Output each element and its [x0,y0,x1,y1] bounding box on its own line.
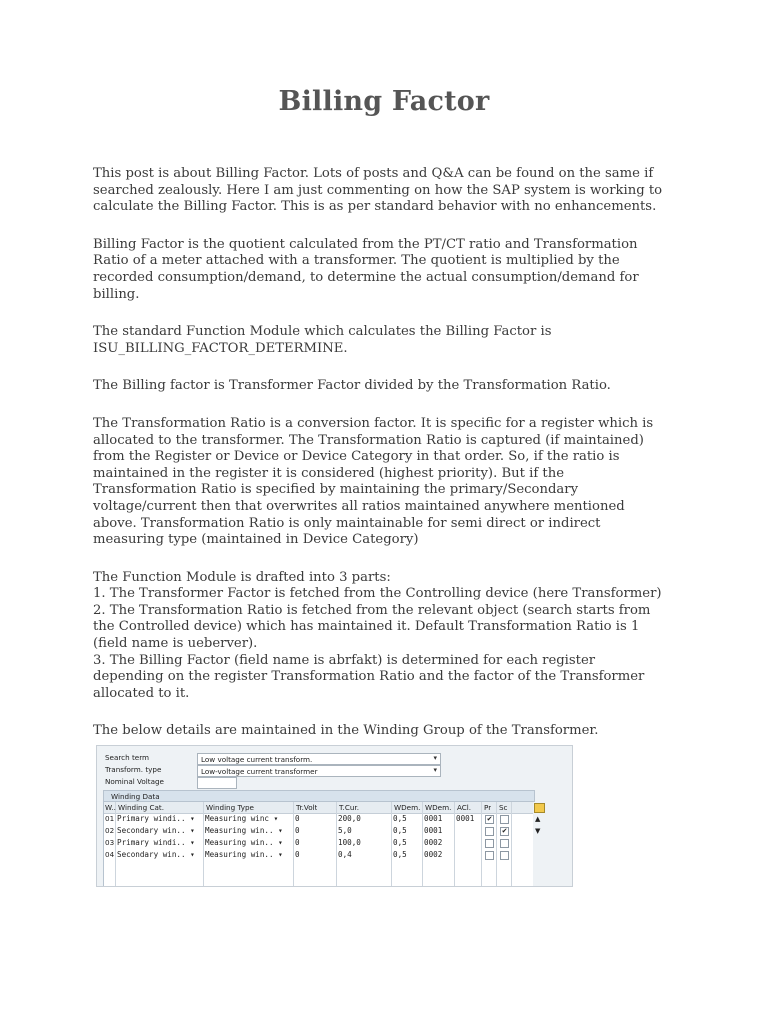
text-line: Ratio of a meter attached with a transformer. The quotient is multiplied by the [93,253,620,269]
row-number: 02 [105,826,115,835]
text-line: This post is about Billing Factor. Lots of posts and Q&A can be found on the same if [93,166,654,181]
t-cur-cell[interactable]: 5,0 [338,826,352,835]
paragraph-formula [93,378,693,395]
table-settings-icon[interactable] [534,803,545,813]
dropdown-arrow-icon[interactable]: ▾ [190,838,195,847]
winding-cat-value: Primary windi.. [117,838,186,847]
winding-type-value: Measuring win.. [205,838,274,847]
text-line: The Transformation Ratio is a conversion factor. It is specific for a register which is [93,415,654,431]
dropdown-arrow-icon[interactable]: ▾ [190,850,195,859]
text-line: above. Transformation Ratio is only maintainable for semi direct or indirect [93,515,601,531]
column-divider [293,802,337,886]
text-line: 3. The Billing Factor (field name is abrfakt) is determined for each register [93,652,596,668]
text-line: The Billing factor is Transformer Factor divided by the Transformation Ratio. [93,378,611,394]
winding-cat-value: Secondary win.. [117,850,186,859]
t-cur-cell[interactable]: 200,0 [338,814,361,823]
wdem-cell[interactable]: 0002 [424,850,443,859]
wdem-cell[interactable]: 0001 [424,814,443,823]
text-line: maintained in the register it is considered (highest priority). But if the [93,465,565,481]
text-line: The standard Function Module which calculates the Billing Factor is [93,324,552,340]
text-line: The below details are maintained in the Winding Group of the Transformer. [93,723,599,739]
t-cur-cell[interactable]: 0,4 [338,850,352,859]
article-body [93,166,693,761]
winding-type-cell[interactable] [205,849,291,861]
nominal-voltage-row [97,776,572,788]
page-title: Billing Factor [278,86,490,117]
text-line: voltage/current then that overwrites all ratios maintained anywhere mentioned [93,498,625,514]
paragraph-intro [93,166,693,216]
paragraph-parts [93,570,693,703]
winding-cat-value: Primary windi.. [117,814,186,823]
winding-cat-cell[interactable] [117,813,201,825]
text-line: the Controlled device) which has maintained it. Default Transformation Ratio is 1 [93,619,640,635]
text-line: measuring type (maintained in Device Category) [93,532,419,548]
text-line: Billing Factor is the quotient calculated from the PT/CT ratio and Transformation [93,236,638,252]
text-line: recorded consumption/demand, to determine the actual consumption/demand for [93,269,639,285]
text-line: billing. [93,286,140,302]
text-line: calculate the Billing Factor. This is as per standard behavior with no enhancements. [93,199,657,215]
text-line: 1. The Transformer Factor is fetched from the Controlling device (here Transformer) [93,586,662,602]
column-header-wdem-2[interactable]: WDem. [425,803,452,812]
nominal-voltage-label: Nominal Voltage [105,777,164,786]
acl-cell[interactable]: 0001 [456,814,475,823]
dropdown-arrow-icon[interactable]: ▾ [190,826,195,835]
nominal-voltage-field[interactable] [197,777,237,789]
text-line: ISU_BILLING_FACTOR_DETERMINE. [93,340,348,356]
dropdown-arrow-icon[interactable]: ▾ [278,838,283,847]
primary-checkbox[interactable] [485,851,494,860]
column-header-acl[interactable]: ACl. [457,803,472,812]
dropdown-arrow-icon[interactable]: ▾ [278,826,283,835]
text-line: allocated to the transformer. The Transformation Ratio is captured (if maintained) [93,432,644,448]
text-line: The Function Module is drafted into 3 parts: [93,569,391,585]
transform-type-label: Transform. type [105,765,162,774]
search-term-row [97,752,572,764]
search-term-value: Low voltage current transform. [201,755,313,764]
winding-cat-cell[interactable] [117,849,201,861]
secondary-checkbox[interactable] [500,851,509,860]
tr-volt-cell[interactable]: 0 [295,850,300,859]
row-number: 04 [105,850,115,859]
winding-type-value: Measuring win.. [205,850,274,859]
sap-winding-group-screenshot [96,745,573,887]
dropdown-arrow-icon[interactable]: ▾ [433,766,437,774]
secondary-checkbox[interactable] [500,815,509,824]
text-line: depending on the register Transformation Ratio and the factor of the Transformer [93,669,645,685]
dropdown-arrow-icon[interactable]: ▾ [190,814,195,823]
scroll-up-icon[interactable]: ▲ [535,815,541,823]
winding-type-value: Measuring winc [205,814,270,823]
paragraph-definition [93,237,693,303]
column-header-t-cur[interactable]: T.Cur. [339,803,359,812]
winding-cat-value: Secondary win.. [117,826,186,835]
transform-type-value: Low-voltage current transformer [201,767,318,776]
paragraph-winding-intro [93,723,693,740]
column-header-w[interactable]: W.. [105,803,116,812]
column-header-pr[interactable]: Pr [484,803,492,812]
winding-data-table [103,802,534,886]
winding-type-cell[interactable] [205,825,291,837]
t-cur-cell[interactable]: 100,0 [338,838,361,847]
paragraph-function-module [93,324,693,357]
tr-volt-cell[interactable]: 0 [295,826,300,835]
primary-checkbox[interactable]: ✔ [486,815,493,823]
wdem-cell[interactable]: 0,5 [393,838,407,847]
winding-data-title: Winding Data [111,792,160,801]
table-scrollbar[interactable] [533,802,545,886]
text-line: searched zealously. Here I am just commenting on how the SAP system is working to [93,182,663,198]
column-header-sc[interactable]: Sc [499,803,508,812]
column-header-winding-cat[interactable]: Winding Cat. [118,803,164,812]
winding-cat-cell[interactable] [117,825,201,837]
dropdown-arrow-icon[interactable]: ▾ [273,814,279,823]
dropdown-arrow-icon[interactable]: ▾ [433,754,437,762]
wdem-cell[interactable]: 0,5 [393,814,407,823]
column-header-tr-volt[interactable]: Tr.Volt [296,803,318,812]
primary-checkbox[interactable] [485,827,494,836]
winding-data-title-bar [103,790,535,802]
wdem-cell[interactable]: 0001 [424,826,443,835]
primary-checkbox[interactable] [485,839,494,848]
text-line: from the Register or Device or Device Category in that order. So, if the ratio is [93,449,620,465]
secondary-checkbox[interactable]: ✔ [501,827,508,835]
text-line: allocated to it. [93,685,190,701]
transform-type-row [97,764,572,776]
winding-type-cell[interactable] [205,837,291,849]
wdem-cell[interactable]: 0,5 [393,850,407,859]
wdem-cell[interactable]: 0002 [424,838,443,847]
dropdown-arrow-icon[interactable]: ▾ [278,850,283,859]
winding-cat-cell[interactable] [117,837,201,849]
wdem-cell[interactable]: 0,5 [393,826,407,835]
winding-type-cell[interactable] [205,813,291,825]
secondary-checkbox[interactable] [500,839,509,848]
text-line: Transformation Ratio is specified by maintaining the primary/Secondary [93,482,579,498]
text-line: 2. The Transformation Ratio is fetched from the relevant object (search starts from [93,602,651,618]
tr-volt-cell[interactable]: 0 [295,838,300,847]
scroll-down-icon[interactable]: ▼ [535,827,541,835]
column-header-winding-type[interactable]: Winding Type [206,803,254,812]
text-line: (field name is ueberver). [93,636,258,652]
paragraph-transformation-ratio [93,416,693,549]
search-term-label: Search term [105,753,150,762]
winding-type-value: Measuring win.. [205,826,274,835]
column-header-wdem-1[interactable]: WDem. [394,803,421,812]
row-number: 03 [105,838,115,847]
tr-volt-cell[interactable]: 0 [295,814,300,823]
row-number: 01 [105,814,115,823]
